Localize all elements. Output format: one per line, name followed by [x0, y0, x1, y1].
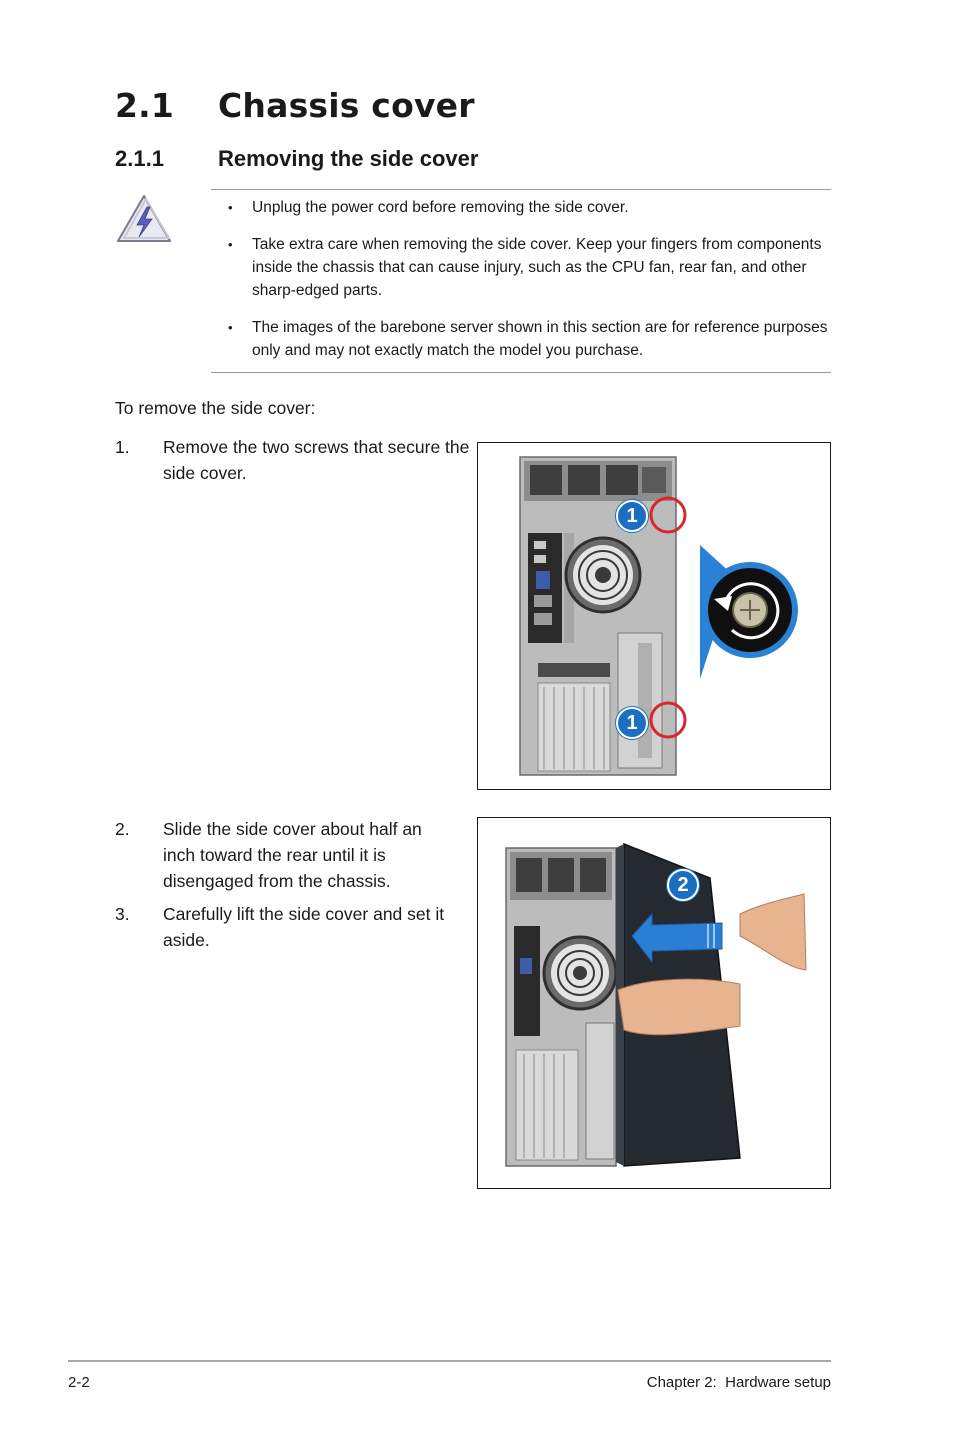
figure-remove-screws: [477, 442, 831, 790]
bullet-text: The images of the barebone server shown in this section are for reference purposes only and may not exactly match the model you purchase.: [252, 319, 828, 359]
server-rear-illustration: [478, 443, 829, 788]
step-number: 2.: [115, 819, 130, 839]
step-number: 1.: [115, 437, 130, 457]
bullet-marker: •: [228, 237, 233, 252]
bullet-marker: •: [228, 200, 233, 215]
subsection-number: 2.1.1: [115, 146, 164, 171]
step-text: Carefully lift the side cover and set it aside.: [163, 904, 445, 950]
footer-rule: [68, 1360, 831, 1362]
notice-bottom-rule: [211, 372, 831, 373]
footer-chapter: Chapter 2: Hardware setup: [646, 1374, 831, 1391]
step-number: 3.: [115, 904, 130, 924]
section-heading: [115, 86, 475, 125]
callout-badge: 2: [667, 869, 699, 901]
section-number: 2.1: [115, 86, 175, 125]
notice-top-rule: [211, 189, 831, 190]
callout-badge: 1: [616, 707, 648, 739]
callout-badge: 1: [616, 500, 648, 532]
section-title: Chassis cover: [218, 86, 475, 125]
bullet-text: Take extra care when removing the side cover. Keep your fingers from components inside the chassis that can cause injury, such as the CPU fan, rear fan, and other sharp-edged parts.: [252, 236, 822, 299]
footer-page-number: 2-2: [68, 1374, 90, 1391]
subsection-heading: [115, 146, 478, 172]
subsection-title: Removing the side cover: [218, 146, 479, 171]
step-text: Slide the side cover about half an inch toward the rear until it is disengaged from the chassis.: [163, 819, 422, 891]
intro-text: To remove the side cover:: [115, 398, 316, 418]
server-cover-illustration: [478, 818, 829, 1187]
figure-slide-cover: [477, 817, 831, 1189]
bullet-text: Unplug the power cord before removing the side cover.: [252, 199, 629, 216]
step-text: Remove the two screws that secure the side cover.: [163, 437, 470, 483]
warning-lightning-icon: [115, 193, 173, 245]
bullet-marker: •: [228, 320, 233, 335]
